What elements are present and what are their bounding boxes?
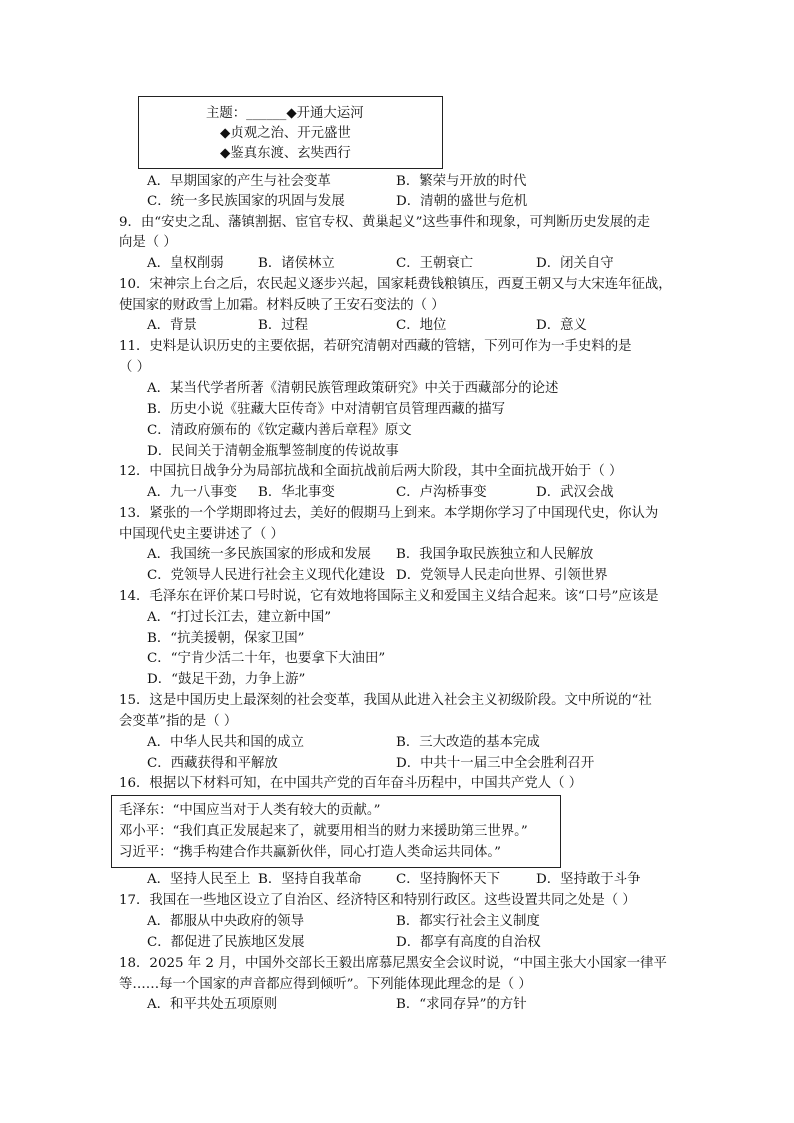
q13-stem: 13．紧张的一个学期即将过去，美好的假期马上到来。本学期你学习了中国现代史，你认为 [119, 506, 659, 521]
theme-line-1: 主题：______◆开通大运河 [206, 106, 364, 121]
q10-option-b[interactable]: B．过程 [258, 318, 309, 333]
q14-option-d[interactable]: D．“鼓足干劲，力争上游” [147, 672, 306, 687]
q9-option-a[interactable]: A．皇权削弱 [147, 256, 224, 271]
q16-quote-xi: 习近平：“携手构建合作共赢新伙伴，同心打造人类命运共同体。” [119, 845, 501, 860]
q12-option-a[interactable]: A．九一八事变 [147, 485, 238, 500]
q10-option-d[interactable]: D．意义 [536, 318, 587, 333]
q10-option-c[interactable]: C．地位 [396, 318, 447, 333]
q14-option-b[interactable]: B．“抗美援朝，保家卫国” [147, 631, 305, 646]
q17-option-a[interactable]: A．都服从中央政府的领导 [147, 914, 304, 929]
q16-stem: 16．根据以下材料可知，在中国共产党的百年奋斗历程中，中国共产党人（ ） [119, 776, 583, 791]
q9-option-d[interactable]: D．闭关自守 [536, 256, 614, 271]
theme-line-3: ◆鉴真东渡、玄奘西行 [220, 146, 351, 161]
q13-option-d[interactable]: D．党领导人民走向世界、引领世界 [396, 568, 608, 583]
q8-option-d[interactable]: D．清朝的盛世与危机 [396, 194, 528, 209]
theme-line-2: ◆贞观之治、开元盛世 [220, 126, 351, 141]
q11-stem-cont: （ ） [119, 360, 151, 375]
q14-stem: 14．毛泽东在评价某口号时说，它有效地将国际主义和爱国主义结合起来。该“口号”应该是 [119, 589, 659, 604]
q12-option-d[interactable]: D．武汉会战 [536, 485, 614, 500]
q12-option-c[interactable]: C．卢沟桥事变 [396, 485, 487, 500]
q16-option-b[interactable]: B．坚持自我革命 [258, 872, 362, 887]
q15-stem-cont: 会变革”指的是（ ） [119, 714, 238, 729]
q9-stem-cont: 向是（ ） [119, 235, 177, 250]
q17-option-c[interactable]: C．都促进了民族地区发展 [147, 935, 305, 950]
q13-option-c[interactable]: C．党领导人民进行社会主义现代化建设 [147, 568, 385, 583]
q18-stem-cont: 等……每一个国家的声音都应得到倾听”。下列能体现此理念的是（ ） [119, 977, 532, 992]
q10-option-a[interactable]: A．背景 [147, 318, 197, 333]
q8-option-a[interactable]: A．早期国家的产生与社会变革 [147, 174, 331, 189]
q9-option-c[interactable]: C．王朝衰亡 [396, 256, 474, 271]
q12-stem: 12．中国抗日战争分为局部抗战和全面抗战前后两大阶段，其中全面抗战开始于（ ） [119, 464, 623, 479]
q15-option-d[interactable]: D．中共十一届三中全会胜利召开 [396, 756, 595, 771]
q15-option-b[interactable]: B．三大改造的基本完成 [396, 735, 540, 750]
q12-option-b[interactable]: B．华北事变 [258, 485, 335, 500]
q15-stem: 15．这是中国历史上最深刻的社会变革，我国从此进入社会主义初级阶段。文中所说的“社 [119, 693, 652, 708]
q16-option-d[interactable]: D．坚持敢于斗争 [536, 872, 641, 887]
q18-option-b[interactable]: B．“求同存异”的方针 [396, 997, 527, 1012]
q8-option-c[interactable]: C．统一多民族国家的巩固与发展 [147, 194, 345, 209]
q16-option-a[interactable]: A．坚持人民至上 [147, 872, 251, 887]
q13-option-a[interactable]: A．我国统一多民族国家的形成和发展 [147, 547, 371, 562]
q9-option-b[interactable]: B．诸侯林立 [258, 256, 335, 271]
q17-option-b[interactable]: B．都实行社会主义制度 [396, 914, 540, 929]
q8-option-b[interactable]: B．繁荣与开放的时代 [396, 174, 527, 189]
q14-option-c[interactable]: C．“宁肯少活二十年，也要拿下大油田” [147, 651, 386, 666]
q9-stem: 9．由“安史之乱、藩镇割据、宦官专权、黄巢起义”这些事件和现象，可判断历史发展的走 [119, 215, 651, 230]
q10-stem: 10．宋神宗上台之后，农民起义逐步兴起，国家耗费钱粮镇压，西夏王朝又与大宋连年征战， [119, 277, 672, 292]
q15-option-a[interactable]: A．中华人民共和国的成立 [147, 735, 304, 750]
q16-quote-mao: 毛泽东：“中国应当对于人类有较大的贡献。” [119, 803, 381, 818]
q11-stem: 11．史料是认识历史的主要依据，若研究清朝对西藏的管辖，下列可作为一手史料的是 [119, 339, 632, 354]
q18-option-a[interactable]: A．和平共处五项原则 [147, 997, 278, 1012]
q11-option-a[interactable]: A．某当代学者所著《清朝民族管理政策研究》中关于西藏部分的论述 [147, 381, 559, 396]
q17-stem: 17．我国在一些地区设立了自治区、经济特区和特别行政区。这些设置共同之处是（ ） [119, 893, 636, 908]
q18-stem: 18．2025 年 2 月，中国外交部长王毅出席慕尼黑安全会议时说，“中国主张大小国家一律平 [119, 956, 667, 971]
q13-stem-cont: 中国现代史主要讲述了（ ） [119, 527, 284, 542]
q11-option-b[interactable]: B．历史小说《驻藏大臣传奇》中对清朝官员管理西藏的描写 [147, 402, 505, 417]
q11-option-c[interactable]: C．清政府颁布的《钦定藏内善后章程》原文 [147, 423, 412, 438]
q10-stem-cont: 使国家的财政雪上加霜。材料反映了王安石变法的（ ） [119, 298, 445, 313]
q16-quote-deng: 邓小平：“我们真正发展起来了，就要用相当的财力来援助第三世界。” [119, 824, 528, 839]
q16-option-c[interactable]: C．坚持胸怀天下 [396, 872, 500, 887]
q13-option-b[interactable]: B．我国争取民族独立和人民解放 [396, 547, 594, 562]
q11-option-d[interactable]: D．民间关于清朝金瓶掣签制度的传说故事 [147, 444, 399, 459]
q17-option-d[interactable]: D．都享有高度的自治权 [396, 935, 541, 950]
q15-option-c[interactable]: C．西藏获得和平解放 [147, 756, 278, 771]
q14-option-a[interactable]: A．“打过长江去，建立新中国” [147, 610, 332, 625]
